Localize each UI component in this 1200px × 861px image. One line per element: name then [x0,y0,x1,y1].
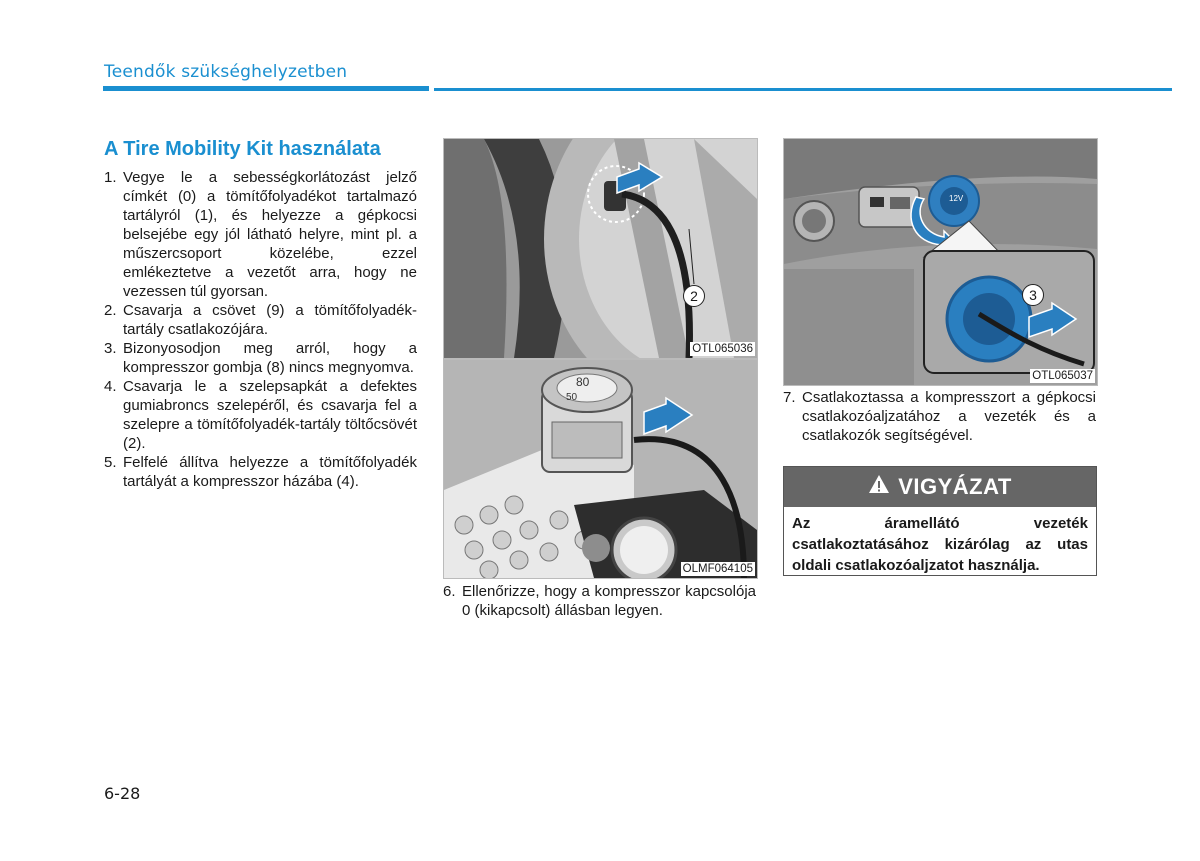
figure-compressor [443,359,758,579]
callout-2: 2 [683,285,705,307]
figure-code: OTL065036 [692,343,753,355]
step-number: 5. [104,454,117,471]
warning-text: Az áramellátó vezeték csatlakoztatásához kizárólag az utas oldali csatlakozóaljzatot használja. [792,515,1088,574]
compressor-illustration [444,360,757,578]
list-item [104,453,417,491]
list-item [104,168,417,301]
step-text: Csatlakoztassa a kompresszort a gépkocsi csatlakozóaljzatához a vezeték és a csatlakozók segítségével. [802,389,1096,444]
figure-code: OLMF064105 [682,563,753,575]
list-item [104,377,417,453]
caption-step-7 [783,388,1096,445]
gauge-label-top: 80 [576,375,590,389]
instructions-column [104,138,417,491]
tire-valve-illustration [444,139,757,358]
step-text: Csavarja le a szelepsapkát a defektes gumiabroncs szelepéről, és csavarja fel a szelepre a tömítőfolyadék-tartály töltőcsövét (2). [123,378,417,452]
figure-tire-valve [443,138,758,359]
list-item [104,339,417,377]
step-text: Bizonyosodjon meg arról, hogy a kompresszor gombja (8) nincs megnyomva. [123,340,417,376]
warning-header [784,467,1096,507]
caption-step-6 [443,582,756,620]
figure-code: OTL065037 [1032,370,1093,382]
step-text: Felfelé állítva helyezze a tömítőfolyadék tartályát a kompresszor házába (4). [123,454,417,490]
section-header: Teendők szükséghelyzetben [104,62,348,82]
warning-box [783,466,1097,576]
callout-3: 3 [1022,284,1044,306]
warning-title: VIGYÁZAT [898,474,1012,499]
steps-list [104,168,417,491]
power-socket-illustration [784,139,1097,385]
figure-power-socket [783,138,1098,386]
step-number: 7. [783,389,796,406]
header-rule-thick [103,86,429,91]
step-text: Ellenőrizze, hogy a kompresszor kapcsolója 0 (kikapcsolt) állásban legyen. [462,583,756,619]
step-number: 1. [104,169,117,186]
step-number: 4. [104,378,117,395]
step-text: Vegye le a sebességkorlátozást jelző címkét (0) a tömítőfolyadékot tartalmazó tartályról (1), és helyezze a gépkocsi belsejébe egy jól látható helyre, mint pl. a műszercsoport közelébe, ezzel emlékeztetve a vezetőt arra, hogy ne vezessen túl gyorsan. [123,169,417,300]
step-number: 2. [104,302,117,319]
header-rule-thin [434,88,1172,91]
step-text: Csavarja a csövet (9) a tömítőfolyadék-tartály csatlakozójára. [123,302,417,338]
step-number: 3. [104,340,117,357]
warning-triangle-icon [868,474,890,500]
page-title: A Tire Mobility Kit használata [104,138,381,160]
socket-label: 12V [949,194,964,203]
page-number: 6-28 [104,784,141,803]
list-item [104,301,417,339]
step-number: 6. [443,583,456,600]
gauge-label-bottom: 50 [566,392,578,403]
